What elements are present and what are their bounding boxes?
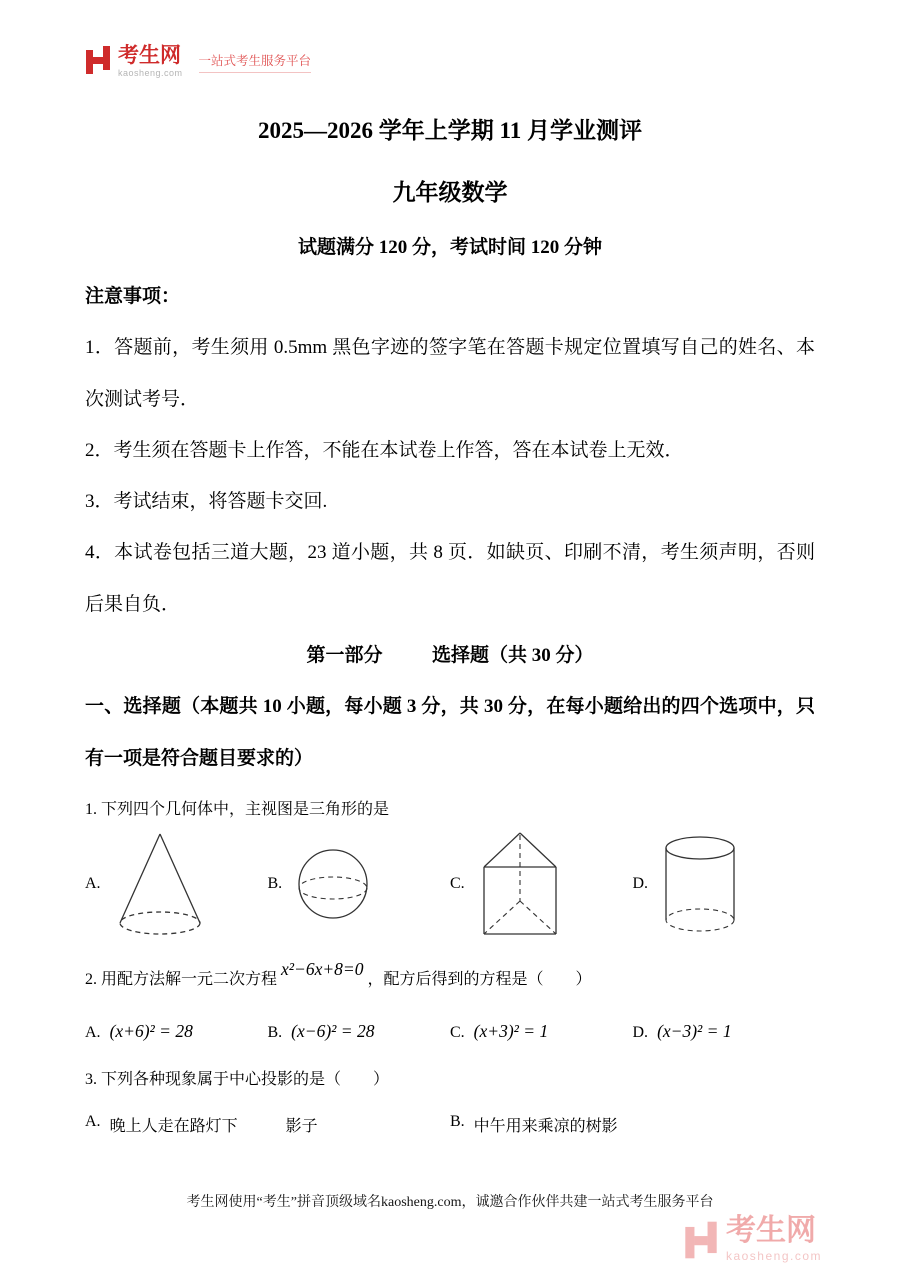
watermark-brand: 考生网 [725,1214,816,1247]
page-title: 2025—2026 学年上学期 11 月学业测评 [258,118,642,143]
notice-heading: 注意事项： [85,286,181,307]
q2-option-c [450,1021,633,1042]
q1-option-c-label: C. [450,875,465,893]
q2-option-c-expr: (x+3)² = 1 [473,1020,549,1041]
question-1-stem: 1. 下列四个几何体中，主视图是三角形的是 [85,800,390,818]
exam-meta: 试题满分 120 分，考试时间 120 分钟 [297,237,602,258]
question-3-stem: 3. 下列各种现象属于中心投影的是（ ） [85,1070,390,1088]
q2-option-a-label: A. [85,1023,101,1041]
q2-option-d-expr: (x−3)² = 1 [657,1020,732,1041]
cylinder-figure-icon [661,834,739,934]
notice-item-2: 2．考生须在答题卡上作答，不能在本试卷上作答，答在本试卷上无效． [85,439,684,461]
brand-domain: kaosheng.com [118,68,183,79]
q1-option-b-label: B. [267,875,283,893]
q1-option-a [85,830,268,938]
q2-option-c-label: C. [450,1023,465,1041]
brand-text-block [118,44,183,78]
kaosheng-logo-icon [85,44,111,76]
q3-option-a-text: 晚上人走在路灯下 影子 [109,1117,318,1135]
question-2-options [85,1021,815,1042]
q1-option-d [633,834,816,934]
triangular-prism-figure-icon [478,829,562,939]
q2-stem-post: ，配方后得到的方程是（ ） [367,971,592,989]
q3-option-b-label: B. [450,1112,465,1130]
kaosheng-watermark-icon [684,1219,718,1261]
q2-option-b-expr: (x−6)² = 28 [291,1020,375,1041]
page-subtitle: 九年级数学 [392,180,508,205]
cone-figure-icon [114,830,206,938]
q3-option-a-label: A. [85,1112,101,1130]
choice-section-intro: 一、选择题（本题共 10 小题，每小题 3 分，共 30 分，在每小题给出的四个选项中，只有一项是符合题目要求的） [85,696,815,769]
section-part-label: 第一部分 [306,645,383,667]
watermark-domain: kaosheng.com [725,1249,822,1263]
notice-item-3: 3．考试结束，将答题卡交回. [85,491,328,513]
question-2 [85,959,815,1042]
q2-option-a [85,1021,268,1042]
section-heading [85,630,815,681]
brand-tagline: 一站式考生服务平台 [199,51,312,73]
watermark-text-block [726,1216,822,1263]
sphere-figure-icon [295,845,371,923]
section-name-label: 选择题（共 30 分） [431,645,594,667]
kaosheng-logo [85,44,815,98]
q3-option-b-text: 中午用来乘凉的树影 [473,1117,618,1135]
notice-item-4: 4．本试卷包括三道大题，23 道小题，共 8 页．如缺页、印刷不清，考生须声明，否则后果自负． [85,542,815,615]
q1-option-a-label: A. [85,875,101,893]
question-1 [85,796,815,939]
q2-option-b [268,1021,451,1042]
kaosheng-watermark [684,1216,822,1263]
q2-option-d-label: D. [632,1023,649,1041]
notice-block [85,271,815,630]
q3-option-a [85,1113,450,1136]
q2-option-d [633,1021,816,1042]
question-2-stem [85,959,815,995]
brand-name: 考生网 [118,44,181,67]
q1-option-c [450,829,633,939]
question-3 [85,1066,815,1136]
page-footer: 考生网使用“考生”拼音顶级域名kaosheng.com，诚邀合作伙伴共建一站式考生服务平台 [186,1195,714,1210]
q2-stem-pre: 2. 用配方法解一元二次方程 [85,971,278,989]
question-3-options [85,1113,815,1136]
q1-option-b [268,845,451,923]
q2-option-b-label: B. [267,1023,283,1041]
q1-option-d-label: D. [632,875,649,893]
q2-option-a-expr: (x+6)² = 28 [109,1020,193,1041]
question-1-options [85,829,815,939]
q3-option-b [450,1113,815,1136]
q2-equation: x²−6x+8=0 [281,959,364,980]
notice-item-1: 1．答题前，考生须用 0.5mm 黑色字迹的签字笔在答题卡规定位置填写自己的姓名、本次测试考号． [85,337,815,410]
